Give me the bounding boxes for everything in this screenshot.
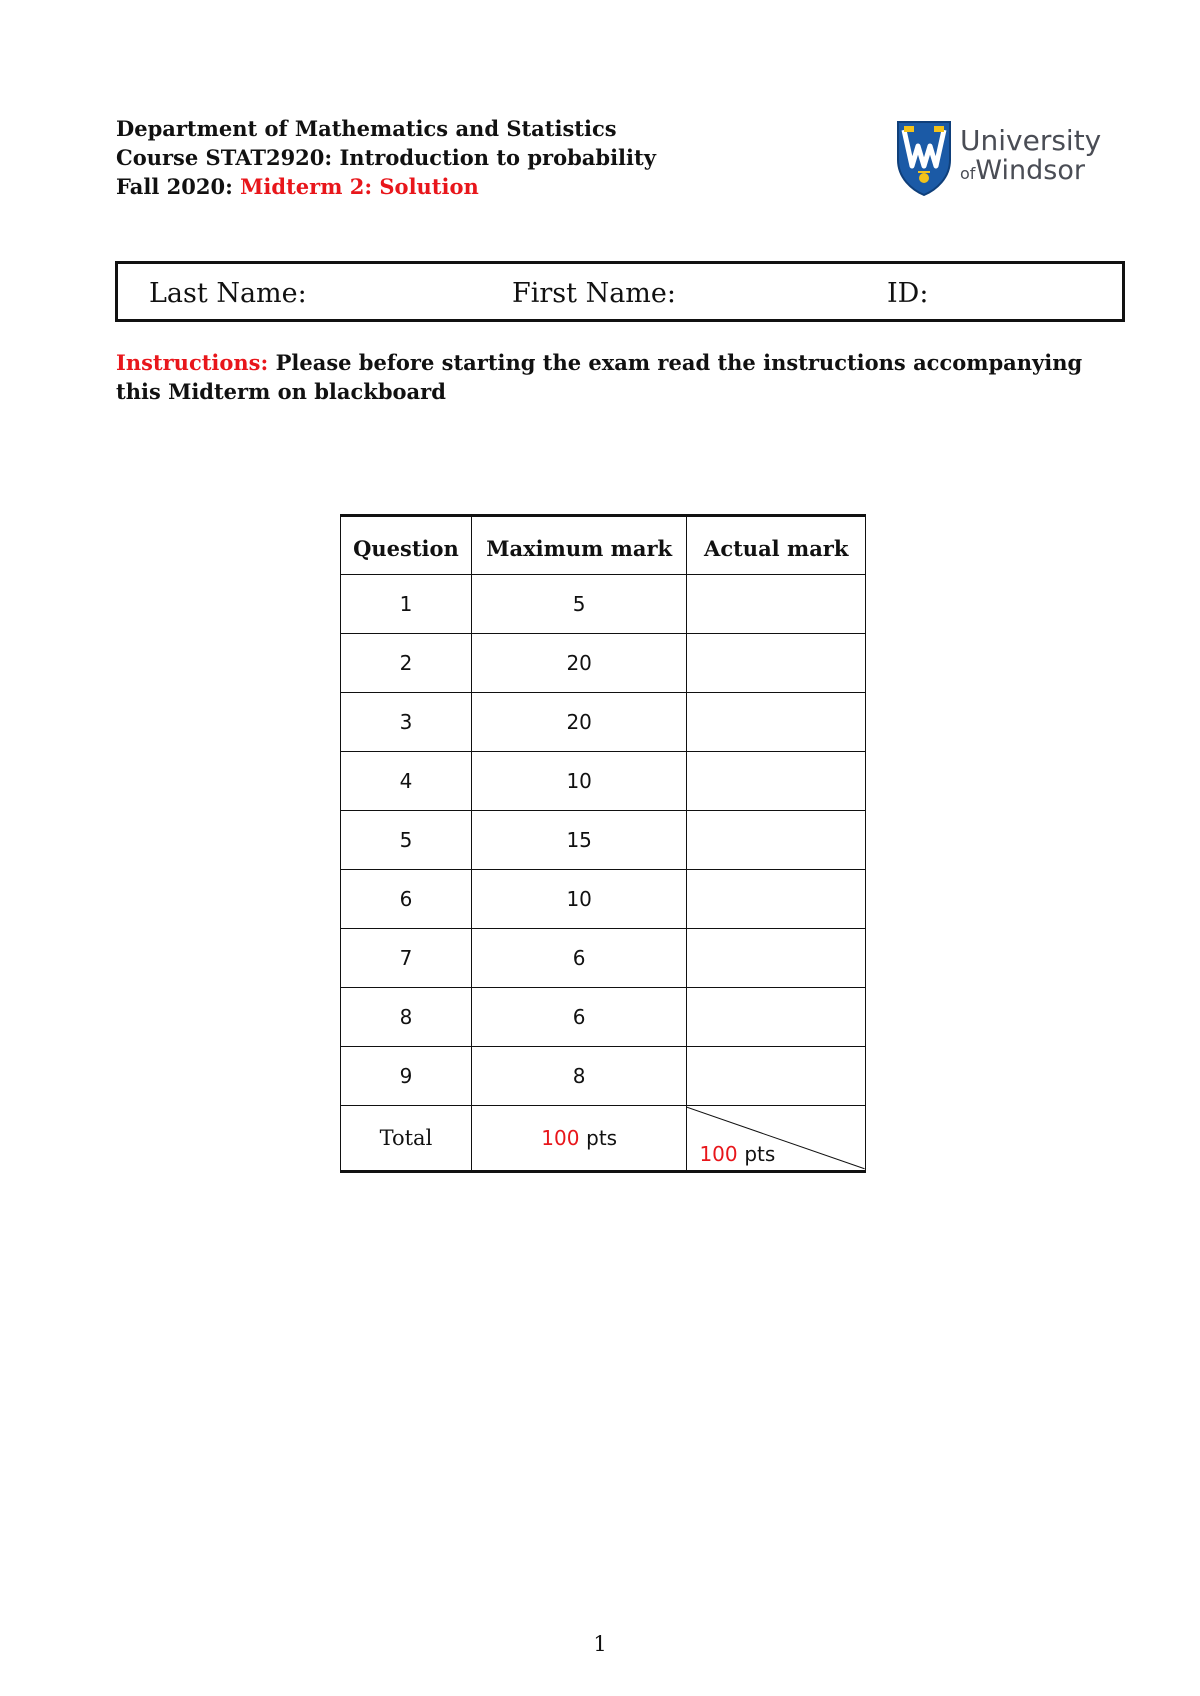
- table-row: [341, 693, 866, 752]
- total-max-unit: pts: [586, 1126, 618, 1150]
- table-row: [341, 811, 866, 870]
- last-name-label: Last Name:: [149, 278, 307, 309]
- document-header: [116, 114, 656, 201]
- total-max-value: 100: [541, 1126, 580, 1150]
- term-prefix: Fall 2020:: [116, 174, 233, 199]
- question-number: 5: [341, 811, 472, 870]
- max-mark: 6: [471, 988, 687, 1047]
- question-number: 1: [341, 575, 472, 634]
- question-number: 6: [341, 870, 472, 929]
- instructions-block: [116, 348, 1116, 406]
- actual-mark: [687, 870, 866, 929]
- question-number: 9: [341, 1047, 472, 1106]
- header-question: Question: [341, 516, 472, 575]
- total-max-cell: [471, 1106, 687, 1172]
- table-row: [341, 575, 866, 634]
- logo-windsor: Windsor: [975, 155, 1085, 186]
- max-mark: 8: [471, 1047, 687, 1106]
- score-table: [340, 514, 866, 1173]
- max-mark: 20: [471, 634, 687, 693]
- logo-line-windsor: [960, 156, 1101, 189]
- header-max-mark: Maximum mark: [471, 516, 687, 575]
- question-number: 4: [341, 752, 472, 811]
- department-line: Department of Mathematics and Statistics: [116, 116, 617, 141]
- actual-mark: [687, 693, 866, 752]
- total-actual: [699, 1142, 775, 1166]
- table-row: [341, 988, 866, 1047]
- term-line: [116, 172, 656, 201]
- page-number: 1: [593, 1632, 607, 1656]
- logo-of: of: [960, 164, 976, 183]
- logo-wordmark: [960, 126, 1101, 189]
- table-row: [341, 929, 866, 988]
- actual-mark: [687, 1047, 866, 1106]
- total-label: Total: [341, 1106, 472, 1172]
- shield-icon: [896, 120, 952, 196]
- actual-mark: [687, 752, 866, 811]
- max-mark: 15: [471, 811, 687, 870]
- table-row: [341, 870, 866, 929]
- question-number: 8: [341, 988, 472, 1047]
- question-number: 7: [341, 929, 472, 988]
- instructions-label: Instructions:: [116, 350, 269, 375]
- actual-mark: [687, 988, 866, 1047]
- instructions-text: Please before starting the exam read the instructions accompanying this Midterm on blackboard: [116, 350, 1083, 404]
- score-table-header: [341, 516, 866, 575]
- total-actual-unit: pts: [744, 1142, 776, 1166]
- logo-line-university: University: [960, 124, 1102, 157]
- actual-mark: [687, 811, 866, 870]
- actual-mark: [687, 634, 866, 693]
- max-mark: 6: [471, 929, 687, 988]
- university-logo: [896, 120, 1102, 198]
- table-row: [341, 634, 866, 693]
- header-actual-mark: Actual mark: [687, 516, 866, 575]
- question-number: 2: [341, 634, 472, 693]
- total-actual-cell: [687, 1106, 866, 1172]
- id-label: ID:: [887, 278, 929, 309]
- total-row: [341, 1106, 866, 1172]
- question-number: 3: [341, 693, 472, 752]
- total-actual-value: 100: [699, 1142, 738, 1166]
- exam-title: Midterm 2: Solution: [240, 174, 479, 199]
- first-name-label: First Name:: [512, 278, 676, 309]
- actual-mark: [687, 575, 866, 634]
- max-mark: 10: [471, 752, 687, 811]
- table-row: [341, 752, 866, 811]
- student-info-box: [115, 261, 1125, 322]
- course-line: Course STAT2920: Introduction to probability: [116, 145, 656, 170]
- table-row: [341, 1047, 866, 1106]
- max-mark: 20: [471, 693, 687, 752]
- max-mark: 10: [471, 870, 687, 929]
- max-mark: 5: [471, 575, 687, 634]
- actual-mark: [687, 929, 866, 988]
